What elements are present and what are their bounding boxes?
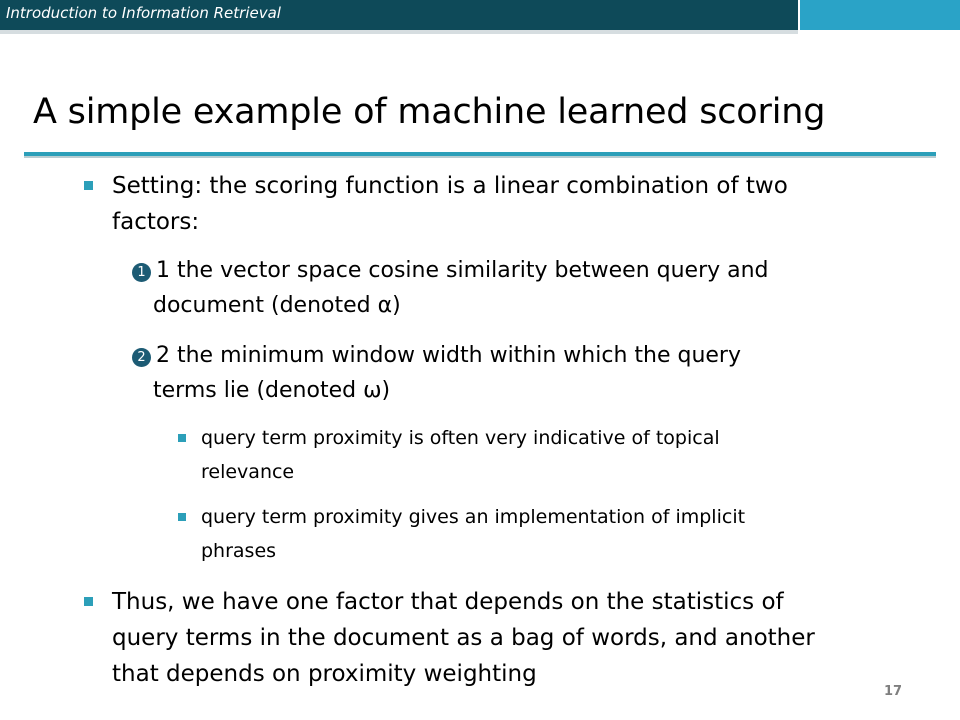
square-bullet-icon bbox=[178, 513, 186, 521]
header-shadow bbox=[0, 30, 798, 34]
bullet-thus-line2: query terms in the document as a bag of words, and another bbox=[112, 625, 815, 651]
sub-bullet1-line1: query term proximity is often very indicative of topical bbox=[201, 427, 720, 449]
course-title: Introduction to Information Retrieval bbox=[6, 4, 281, 22]
header-bar-accent-segment bbox=[800, 0, 960, 30]
factor1-line1: 1 the vector space cosine similarity between query and bbox=[156, 258, 769, 283]
bullet-setting-line1: Setting: the scoring function is a linear combination of two bbox=[112, 173, 788, 199]
header-bar-dark-segment bbox=[0, 0, 798, 30]
square-bullet-icon bbox=[178, 434, 186, 442]
sub-bullet1-line2: relevance bbox=[201, 461, 295, 483]
header-bar bbox=[0, 0, 960, 30]
number-two-icon: 2 bbox=[132, 348, 151, 367]
square-bullet-icon bbox=[84, 597, 93, 606]
sub-bullet2-line1: query term proximity gives an implementation of implicit bbox=[201, 506, 746, 528]
bullet-thus-line1: Thus, we have one factor that depends on the statistics of bbox=[112, 589, 784, 615]
sub-bullet2-line2: phrases bbox=[201, 540, 277, 562]
page-number: 17 bbox=[883, 684, 903, 699]
title-underline-shadow bbox=[24, 156, 936, 158]
bullet-setting-line2: factors: bbox=[112, 209, 200, 235]
factor2-line1: 2 the minimum window width within which the query bbox=[156, 343, 741, 368]
bullet-thus-line3: that depends on proximity weighting bbox=[112, 661, 537, 687]
factor1-line2: document (denoted α) bbox=[153, 293, 401, 318]
factor2-line2: terms lie (denoted ω) bbox=[153, 378, 391, 403]
slide-title: A simple example of machine learned scoring bbox=[33, 92, 826, 132]
square-bullet-icon bbox=[84, 181, 93, 190]
number-one-icon: 1 bbox=[132, 263, 151, 282]
